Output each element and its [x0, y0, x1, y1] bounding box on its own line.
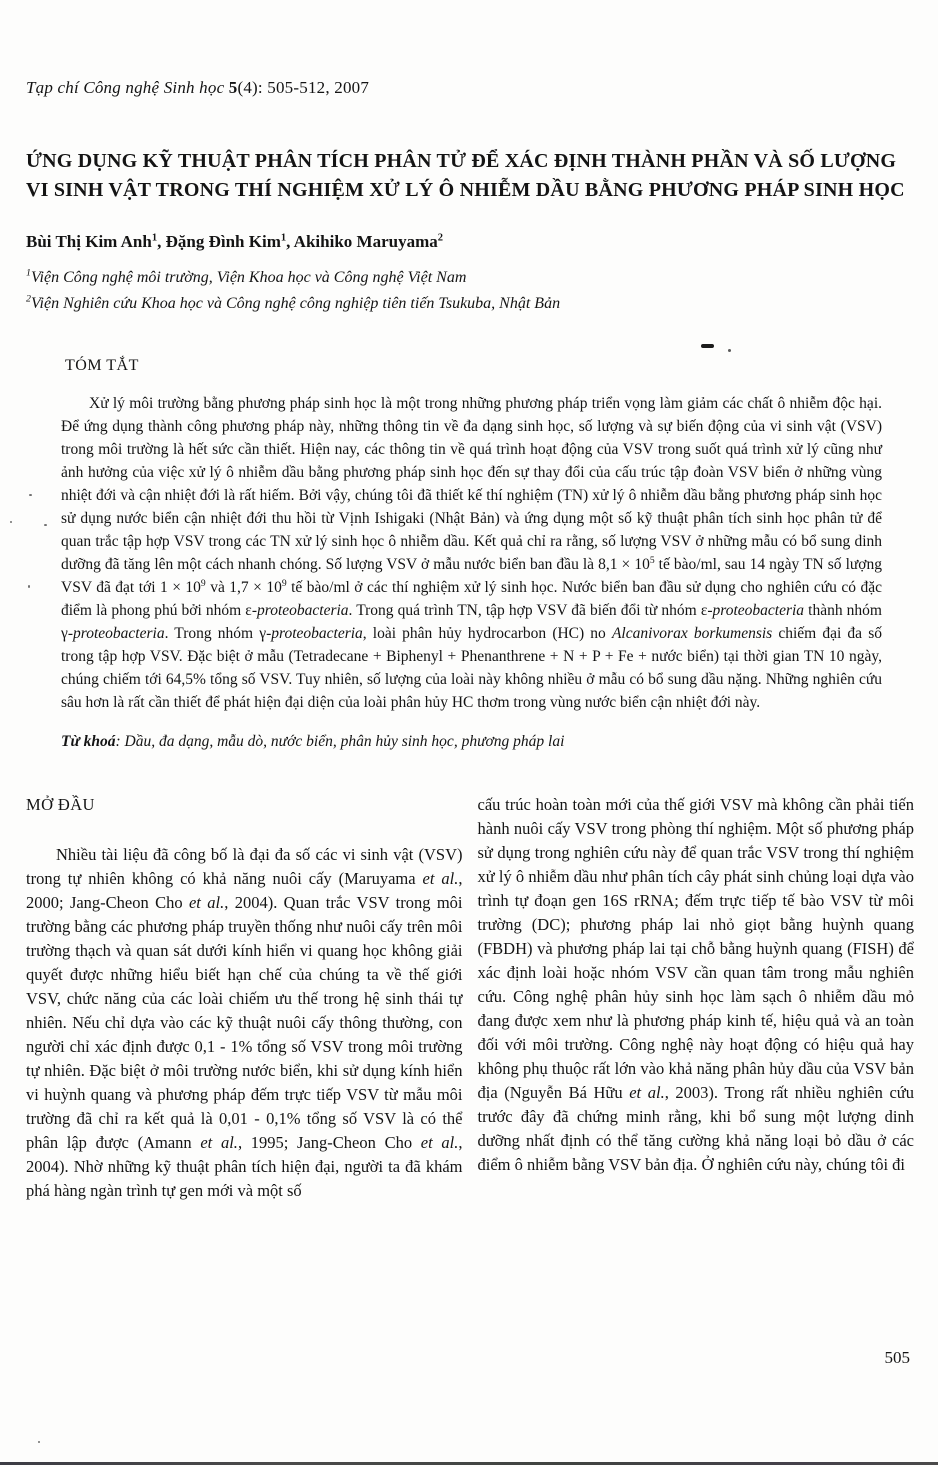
- scan-speck: [29, 494, 32, 496]
- intro-columns: [26, 793, 914, 1203]
- scan-speck: [10, 521, 12, 523]
- scan-speck: [44, 524, 47, 526]
- journal-header: Tạp chí Công nghệ Sinh học 5(4): 505-512, 2007: [26, 78, 370, 97]
- affiliation-1: $^1$Viện Công nghệ môi trường, Viện Khoa học và Công nghệ Việt Nam: [26, 267, 467, 286]
- page-number: 505: [884, 1348, 910, 1367]
- abstract-heading: TÓM TẮT: [65, 357, 139, 374]
- scan-artifact-dash: [701, 344, 714, 348]
- abstract-paragraph: Xử lý môi trường bằng phương pháp sinh học là một trong những phương pháp triển vọng làm giảm các chất ô nhiễm độc hại. Để ứng dụng thành công phương pháp này, những thông tin về đa dạng sinh học, số lượng và sự biến động của vi sinh vật (VSV) trong môi trường là hết sức cần thiết. Hiện nay, các thông tin về quá trình hoạt động của VSV trong suốt quá trình xử lý cũng như ảnh hưởng của việc xử lý ô nhiễm dầu bằng phương pháp sinh học đến sự thay đổi của cấu trúc tập đoàn VSV biển ở những vùng nhiệt đới và cận nhiệt đới là rất hiếm. Bởi vậy, chúng tôi đã thiết kế thí nghiệm (TN) xử lý ô nhiễm dầu bằng phương pháp sinh học sử dụng nước biển cận nhiệt đới thu hồi từ Vịnh Ishigaki (Nhật Bản) và ứng dụng một số kỹ thuật phân tích sinh học phân tử để quan trắc tập hợp VSV trong các TN xử lý sinh học ô nhiễm dầu. Kết quả chỉ ra rằng, số lượng VSV ở những mẫu có bổ sung dinh dưỡng đã tăng lên một cách nhanh chóng. Số lượng VSV ở mẫu nước biển ban đầu là $8,1 \times 10^5$ tế bào/ml, sau 14 ngày TN số lượng VSV đã đạt tới $1 \times 10^9$ và $1,7 \times 10^9$ tế bào/ml ở các thí nghiệm xử lý sinh học. Nước biển ban đầu sử dụng cho nghiên cứu có đặc điểm là phong phú bởi nhóm ε-proteobacteria. Trong quá trình TN, tập hợp VSV đã biến đổi từ nhóm ε-proteobacteria thành nhóm γ-proteobacteria. Trong nhóm γ-proteobacteria, loài phân hủy hydrocarbon (HC) no Alcanivorax borkumensis chiếm đại đa số trong tập hợp VSV. Đặc biệt ở mẫu (Tetradecane + Biphenyl + Phenanthrene + N + P + Fe + nước biển) tại thời gian TN 10 ngày, chúng chiếm tới 64,5% tổng số VSV. Tuy nhiên, số lượng của loài này không nhiều ở mẫu có bổ sung dầu nặng. Những nghiên cứu sâu hơn là rất cần thiết để phát hiện đại diện của loài phân hủy HC thơm trong vùng nước biển cận nhiệt đới này.: [61, 395, 882, 711]
- scan-artifact-dot: [728, 349, 731, 352]
- scan-speck: [28, 585, 30, 588]
- intro-left-column: [26, 793, 463, 1203]
- keywords-line: Từ khoá: Dầu, đa dạng, mẫu dò, nước biển, phân hủy sinh học, phương pháp lai: [61, 733, 565, 750]
- intro-left-paragraph: Nhiều tài liệu đã công bố là đại đa số các vi sinh vật (VSV) trong tự nhiên không có khả năng nuôi cấy (Maruyama et al., 2000; Jang-Cheon Cho et al., 2004). Quan trắc VSV trong môi trường bằng các phương pháp truyền thống như nuôi cấy trên môi trường thạch và quan sát dưới kính hiển vi quang học không giải quyết được những hiểu biết hạn chế của chúng ta về thế giới VSV, chức năng của các loài chiếm ưu thế trong hệ sinh thái tự nhiên. Nếu chỉ dựa vào các kỹ thuật nuôi cấy thông thường, con người chỉ xác định được 0,1 - 1% tổng số VSV trong môi trường tự nhiên. Đặc biệt ở môi trường nước biển, khi sử dụng kính hiển vi huỳnh quang và phương pháp đếm trực tiếp VSV từ mẫu môi trường đã chỉ ra kết quả là 0,01 - 0,1% tổng số VSV là có thể phân lập được (Amann et al., 1995; Jang-Cheon Cho et al., 2004). Nhờ những kỹ thuật phân tích hiện đại, người ta đã khám phá hàng ngàn trình tự gen mới và một số: [26, 845, 463, 1200]
- intro-right-paragraph: cấu trúc hoàn toàn mới của thế giới VSV mà không cần phải tiến hành nuôi cấy VSV trong phòng thí nghiệm. Một số phương pháp sử dụng trong nghiên cứu này để quan trắc VSV trong thí nghiệm xử lý ô nhiễm dầu như phân tích cây phát sinh chủng loại dựa vào trình tự đoạn gen 16S rRNA; đếm trực tiếp tế bào VSV từ môi trường (DC); phương pháp lai nhỏ giọt bằng huỳnh quang (FBDH) và phương pháp lai tại chỗ bằng huỳnh quang (FISH) để xác định loài hoặc nhóm VSV cần quan tâm trong mẫu nghiên cứu. Công nghệ phân hủy sinh học làm sạch ô nhiễm dầu mỏ đang được xem như là phương pháp kinh tế, hiệu quả và an toàn đối với môi trường. Công nghệ này hoạt động có hiệu quả hay không phụ thuộc rất lớn vào khả năng phân hủy dầu của VSV bản địa (Nguyễn Bá Hữu et al., 2003). Trong rất nhiều nghiên cứu trước đây đã chứng minh rằng, khi bổ sung một lượng dinh dưỡng nhất định có thể tăng cường khả năng loại bỏ dầu ở các điểm ô nhiễm bằng VSV bản địa. Ở nghiên cứu này, chúng tôi đi: [477, 795, 914, 1174]
- scan-bottom-edge: [0, 1462, 938, 1465]
- authors-line: Bùi Thị Kim Anh$^1$, Đặng Đình Kim$^1$, Akihiko Maruyama$^2$: [26, 232, 443, 251]
- article-title: ỨNG DỤNG KỸ THUẬT PHÂN TÍCH PHÂN TỬ ĐỂ XÁC ĐỊNH THÀNH PHẦN VÀ SỐ LƯỢNG VI SINH VẬT TRONG THÍ NGHIỆM XỬ LÝ Ô NHIỄM DẦU BẰNG PHƯƠNG PHÁP SINH HỌC: [26, 150, 905, 201]
- scan-speck: [38, 1441, 40, 1443]
- intro-heading: MỞ ĐẦU: [26, 795, 95, 814]
- intro-right-column: [478, 793, 915, 1203]
- affiliation-2: $^2$Viện Nghiên cứu Khoa học và Công nghệ công nghiệp tiên tiến Tsukuba, Nhật Bản: [26, 293, 561, 312]
- affiliations-block: [26, 265, 914, 317]
